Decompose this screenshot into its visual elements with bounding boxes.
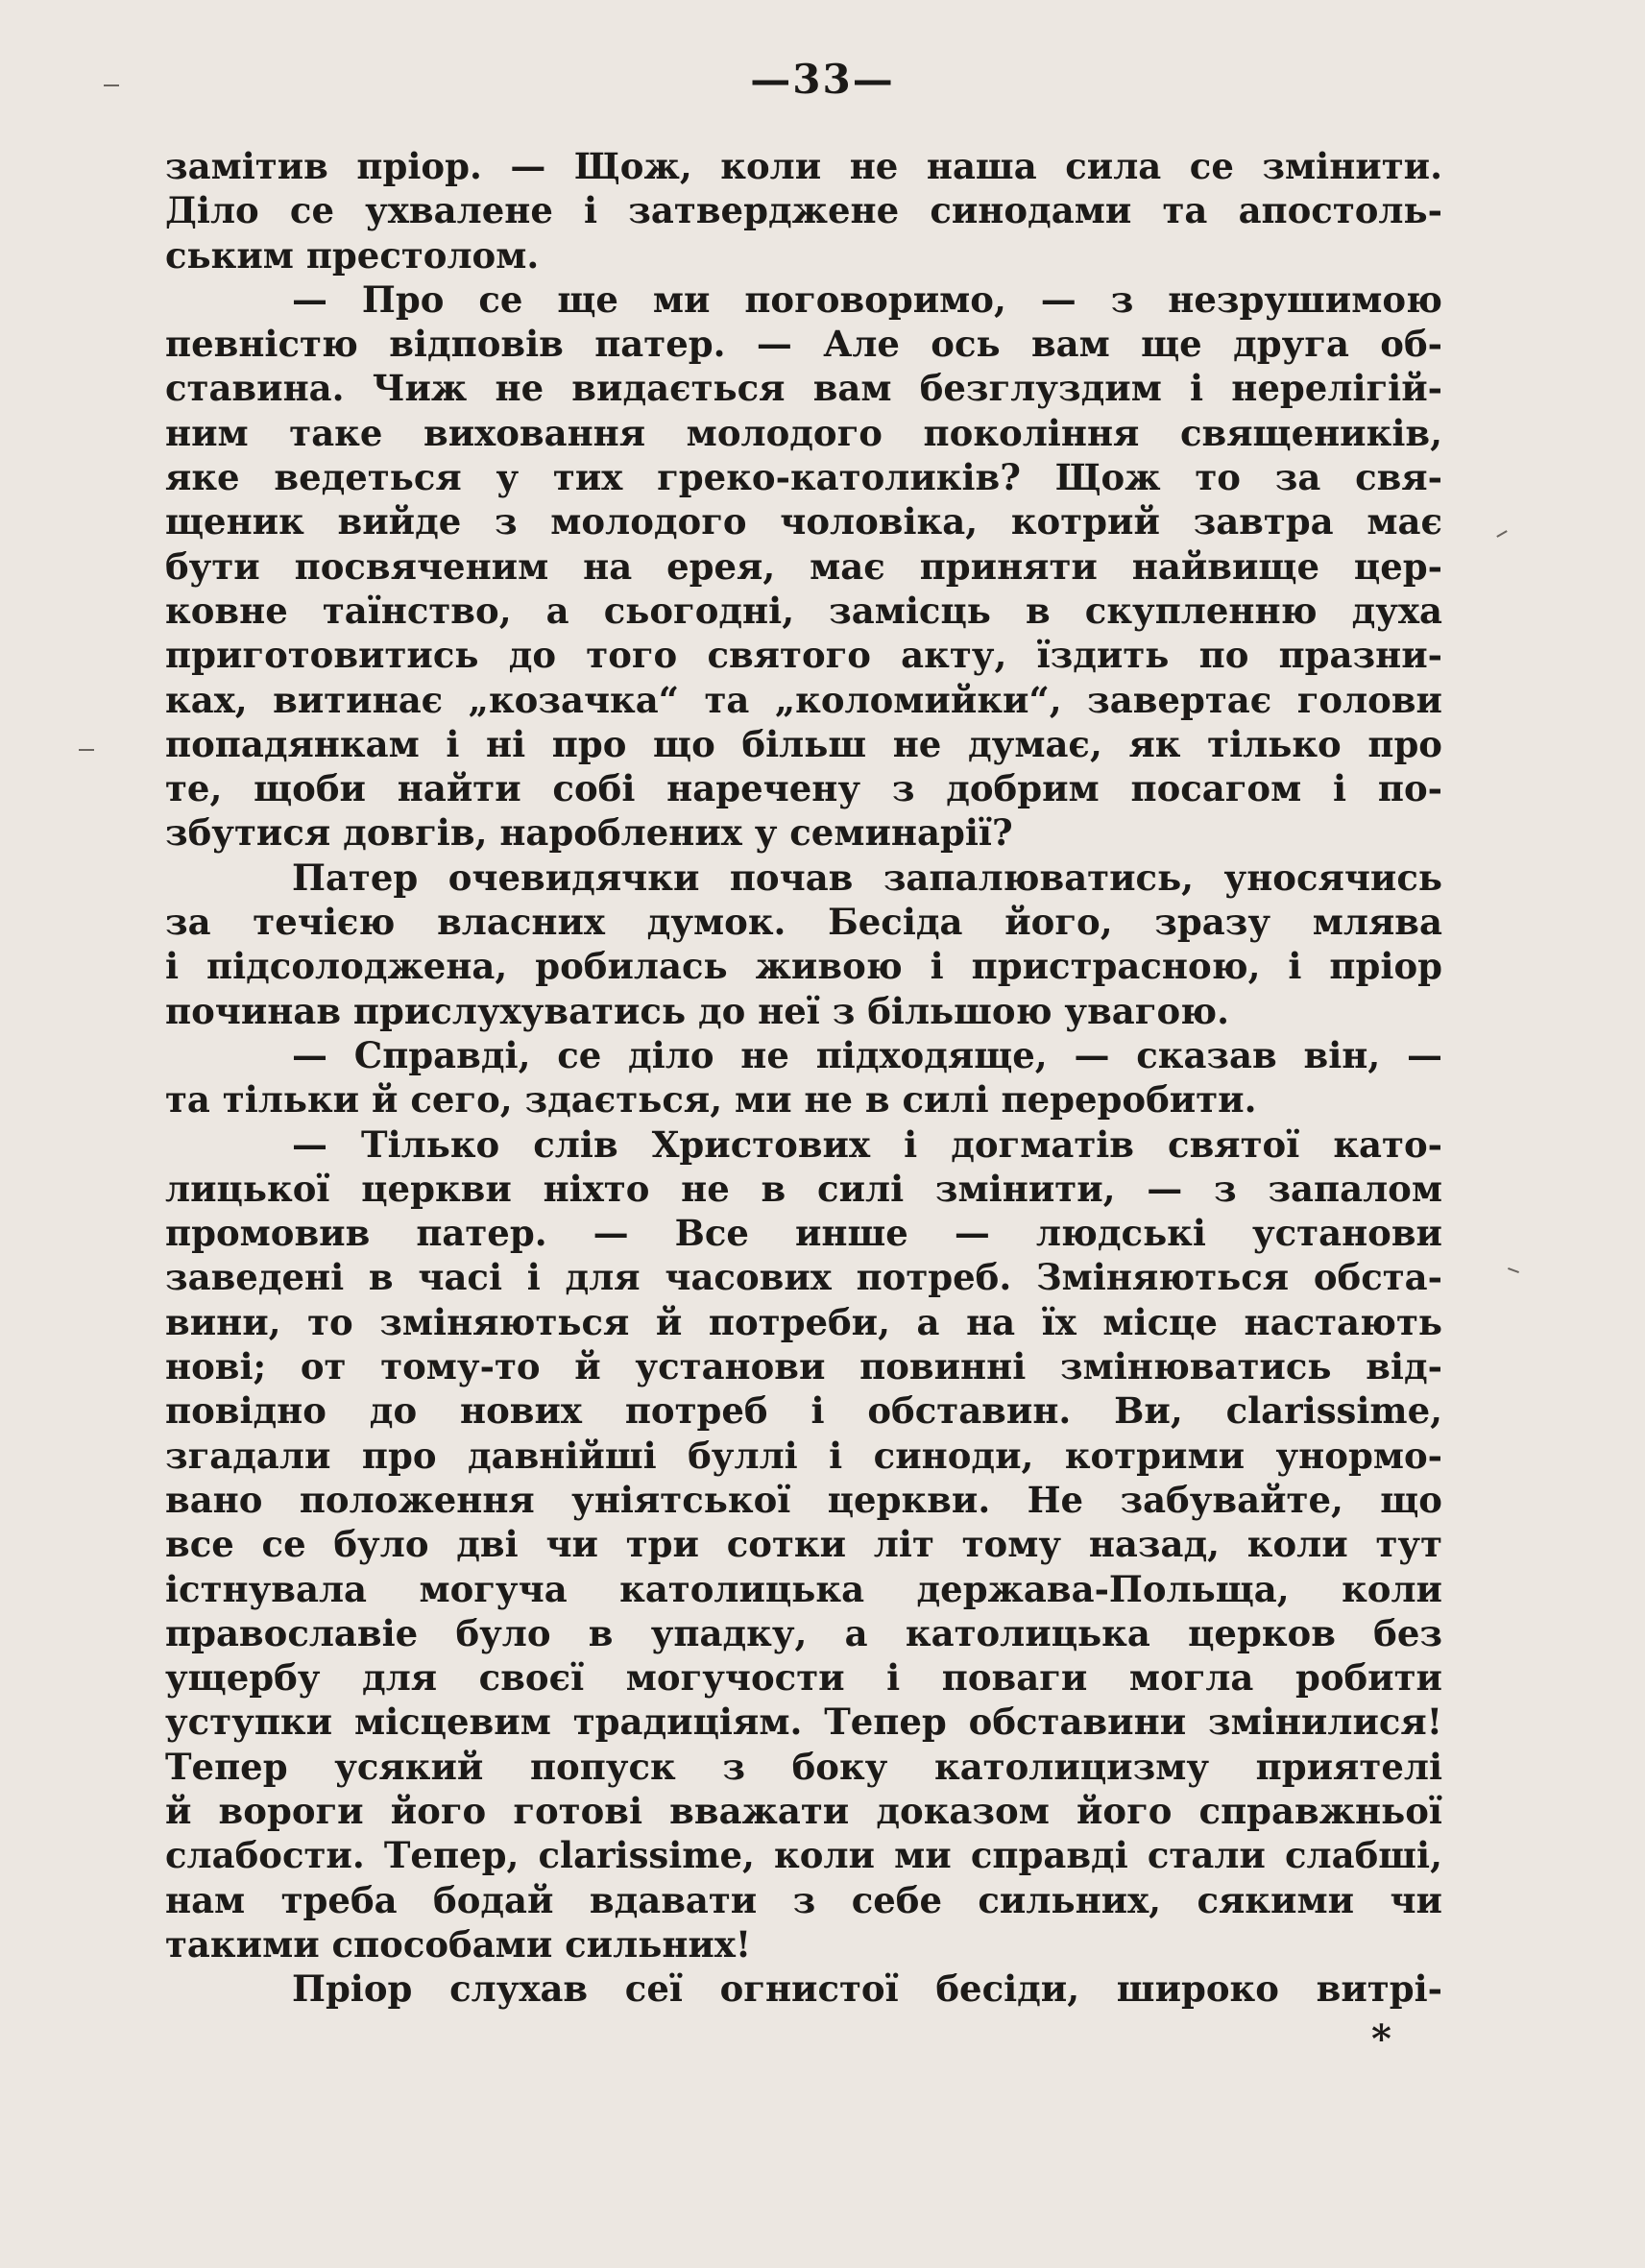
text-line: згадали про давнійші буллі і синоди, котрими унормо-: [165, 1434, 1442, 1477]
text-line: певністю відповів патер. — Але ось вам ще друга об-: [165, 323, 1442, 366]
text-line: ським престолом.: [165, 233, 540, 277]
text-line: — Справді, се діло не підходяще, — сказав він, —: [292, 1033, 1442, 1076]
text-line: істнувала могуча католицька держава-Польща, коли: [165, 1567, 1442, 1610]
text-line: за течією власних думок. Бесіда його, зразу млява: [165, 901, 1442, 944]
text-line: збутися довгів, нароблених у семинарії?: [165, 811, 1013, 855]
text-line: ставина. Чиж не видається вам безглуздим і нерелігій-: [165, 367, 1442, 410]
text-line: бути посвяченим на ерея, має приняти найвище цер-: [165, 544, 1442, 588]
text-line: православіе було в упадку, а католицька церков без: [165, 1611, 1442, 1654]
text-line: замітив пріор. — Щож, коли не наша сила се змінити.: [165, 145, 1442, 187]
text-line: щеник вийде з молодого чоловіка, котрий завтра має: [165, 500, 1442, 543]
text-line: ним таке виховання молодого покоління священиків,: [165, 411, 1442, 454]
text-line: ущербу для своєї могучости і поваги могла робити: [165, 1656, 1442, 1700]
text-line: і підсолоджена, робилась живою і пристрасною, і пріор: [165, 945, 1442, 988]
text-line: вини, то зміняються й потреби, а на їх місце настають: [165, 1300, 1442, 1343]
text-line: лицької церкви ніхто не в силі змінити, — з запалом: [165, 1167, 1442, 1210]
text-line: починав прислухуватись до неї з більшою увагою.: [165, 989, 1229, 1032]
text-line: те, щоби найти собі наречену з добрим посагом і по-: [165, 767, 1442, 810]
text-line: такими способами сильних!: [165, 1922, 752, 1966]
body-text: [165, 144, 1442, 2011]
text-line: попадянкам і ні про що більш не думає, як тілько про: [165, 722, 1442, 765]
text-line: промовив патер. — Все инше — людські установи: [165, 1212, 1442, 1255]
text-line: Патер очевидячки почав запалюватись, уносячись: [292, 856, 1442, 899]
text-line: приготовитись до того святого акту, їздить по празни-: [165, 634, 1442, 677]
text-line: — Про се ще ми поговоримо, — з незрушимою: [292, 277, 1442, 321]
text-line: вано положення уніятської церкви. Не забувайте, що: [165, 1478, 1442, 1521]
text-line: ковне таїнство, а сьогодні, замісць в скупленню духа: [165, 589, 1442, 632]
text-line: уступки місцевим традиціям. Тепер обставини змінилися!: [165, 1701, 1442, 1744]
text-line: нові; от тому-то й установи повинні змінюватись від-: [165, 1345, 1442, 1388]
text-line: все се було дві чи три сотки літ тому назад, коли тут: [165, 1523, 1442, 1566]
margin-mark: [1508, 1267, 1519, 1273]
text-line: — Тілько слів Христових і догматів святої като-: [292, 1122, 1442, 1166]
margin-mark: [79, 749, 94, 751]
text-line: та тільки й сего, здається, ми не в силі переробити.: [165, 1078, 1257, 1122]
margin-mark: [1496, 530, 1507, 538]
text-line: ках, витинає „козачка“ та „коломийки“, завертає голови: [165, 678, 1442, 721]
text-line: яке ведеться у тих греко-католиків? Щож то за свя-: [165, 456, 1442, 499]
signature-mark: *: [1371, 2016, 1391, 2062]
text-line: слабости. Тепер, clarissime, коли ми справді стали слабші,: [165, 1834, 1442, 1877]
text-line: заведені в часі і для часових потреб. Зміняються обста-: [165, 1256, 1442, 1299]
text-line: Тепер усякий попуск з боку католицизму приятелі: [165, 1745, 1442, 1788]
text-line: нам треба бодай вдавати з себе сильних, сякими чи: [165, 1878, 1442, 1921]
page-number: —33—: [750, 56, 895, 103]
text-line: Пріор слухав сеї огнистої бесіди, широко витрі-: [292, 1967, 1442, 2011]
text-line: й вороги його готові вважати доказом його справжньої: [165, 1789, 1442, 1832]
text-line: Діло се ухвалене і затверджене синодами та апостоль-: [165, 189, 1442, 232]
text-line: повідно до нових потреб і обставин. Ви, clarissime,: [165, 1389, 1442, 1433]
